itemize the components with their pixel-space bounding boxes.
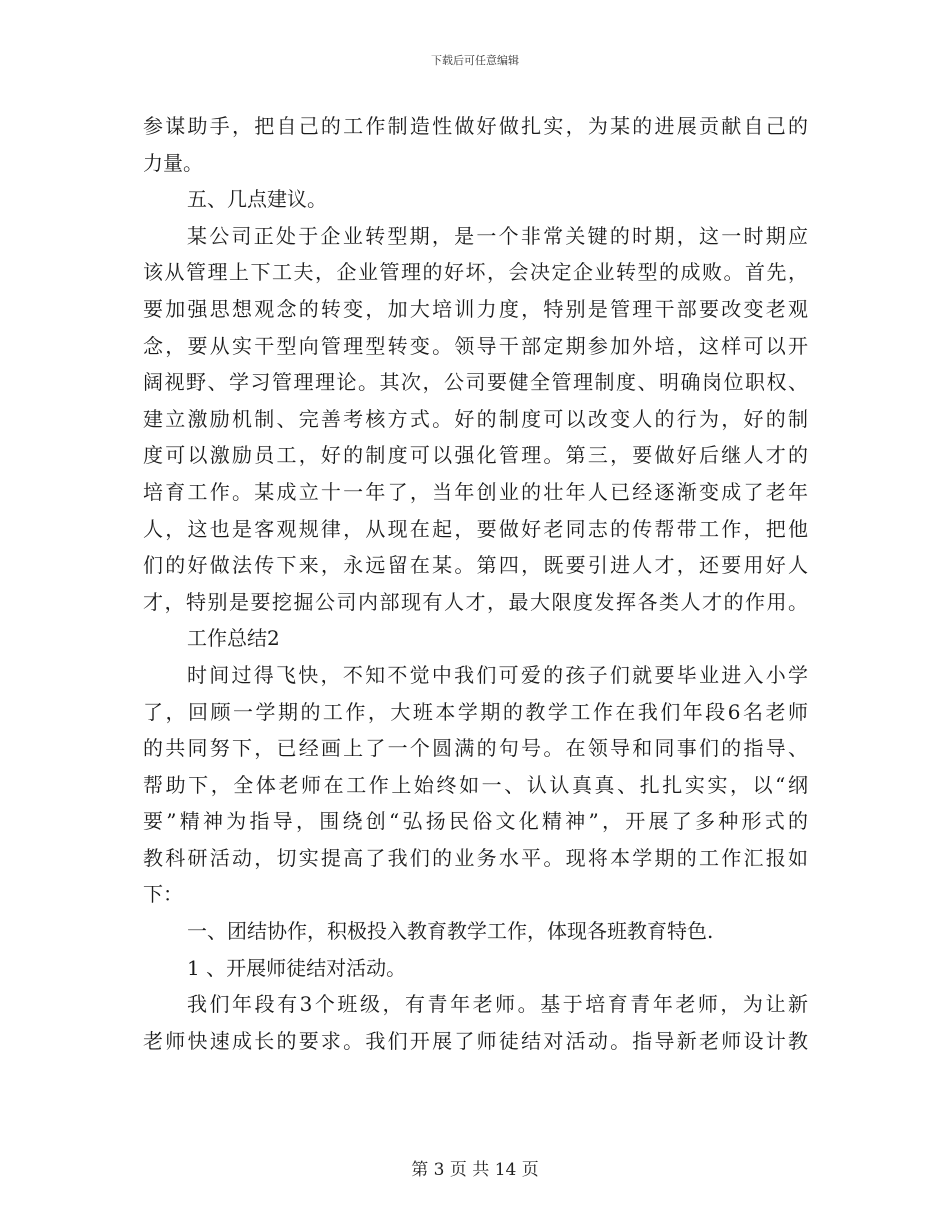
text-line: 念，要从实干型向管理型转变。领导干部定期参加外培，这样可以开 [143,333,808,358]
text-line: 阔视野、学习管理理论。其次，公司要健全管理制度、明确岗位职权、 [143,370,808,395]
text-line: 参谋助手，把自己的工作制造性做好做扎实，为某的进展贡献自己的 [143,114,808,138]
text-line: 工作总结2 [187,626,280,651]
text-line: 下： [143,882,183,907]
page-footer: 第 3 页 共 14 页 [411,1160,539,1180]
text-line: 老师快速成长的要求。我们开展了师徒结对活动。指导新老师设计教 [143,1028,808,1053]
text-line: 一、团结协作，积极投入教育教学工作，体现各班教育特色. [187,919,714,944]
document-body [143,108,808,1059]
text-line: 人，这也是客观规律，从现在起，要做好老同志的传帮带工作，把他 [143,516,808,541]
text-line: 1 、开展师徒结对活动。 [187,955,407,980]
text-line: 们的好做法传下来，永远留在某。第四，既要引进人才，还要用好人 [143,553,808,578]
text-line: 教科研活动，切实提高了我们的业务水平。现将本学期的工作汇报如 [143,845,808,870]
text-line: 要加强思想观念的转变，加大培训力度，特别是管理干部要改变老观 [143,296,808,321]
text-line: 我们年段有3个班级，有青年老师。基于培育青年老师，为让新 [187,992,808,1017]
text-line: 才，特别是要挖掘公司内部现有人才，最大限度发挥各类人才的作用。 [143,589,808,614]
text-line: 要”精神为指导，围绕创“弘扬民俗文化精神”，开展了多种形式的 [143,809,808,834]
text-line: 某公司正处于企业转型期，是一个非常关键的时期，这一时期应 [187,223,808,248]
text-line: 培育工作。某成立十一年了，当年创业的壮年人已经逐渐变成了老年 [143,479,808,504]
page-header: 下载后可任意编辑 [431,54,519,67]
text-line: 了，回顾一学期的工作，大班本学期的教学工作在我们年段6名老师 [143,699,808,724]
text-line: 五、几点建议。 [187,187,327,212]
text-line: 的共同努下，已经画上了一个圆满的句号。在领导和同事们的指导、 [143,736,808,761]
text-line: 力量。 [143,150,203,175]
text-line: 度可以激励员工，好的制度可以强化管理。第三，要做好后继人才的 [143,443,808,468]
text-line: 时间过得飞快，不知不觉中我们可爱的孩子们就要毕业进入小学 [187,662,808,687]
text-line: 建立激励机制、完善考核方式。好的制度可以改变人的行为，好的制 [143,406,808,431]
text-line: 帮助下，全体老师在工作上始终如一、认认真真、扎扎实实，以“纲 [143,772,808,797]
text-line: 该从管理上下工夫，企业管理的好坏，会决定企业转型的成败。首先， [143,260,808,285]
